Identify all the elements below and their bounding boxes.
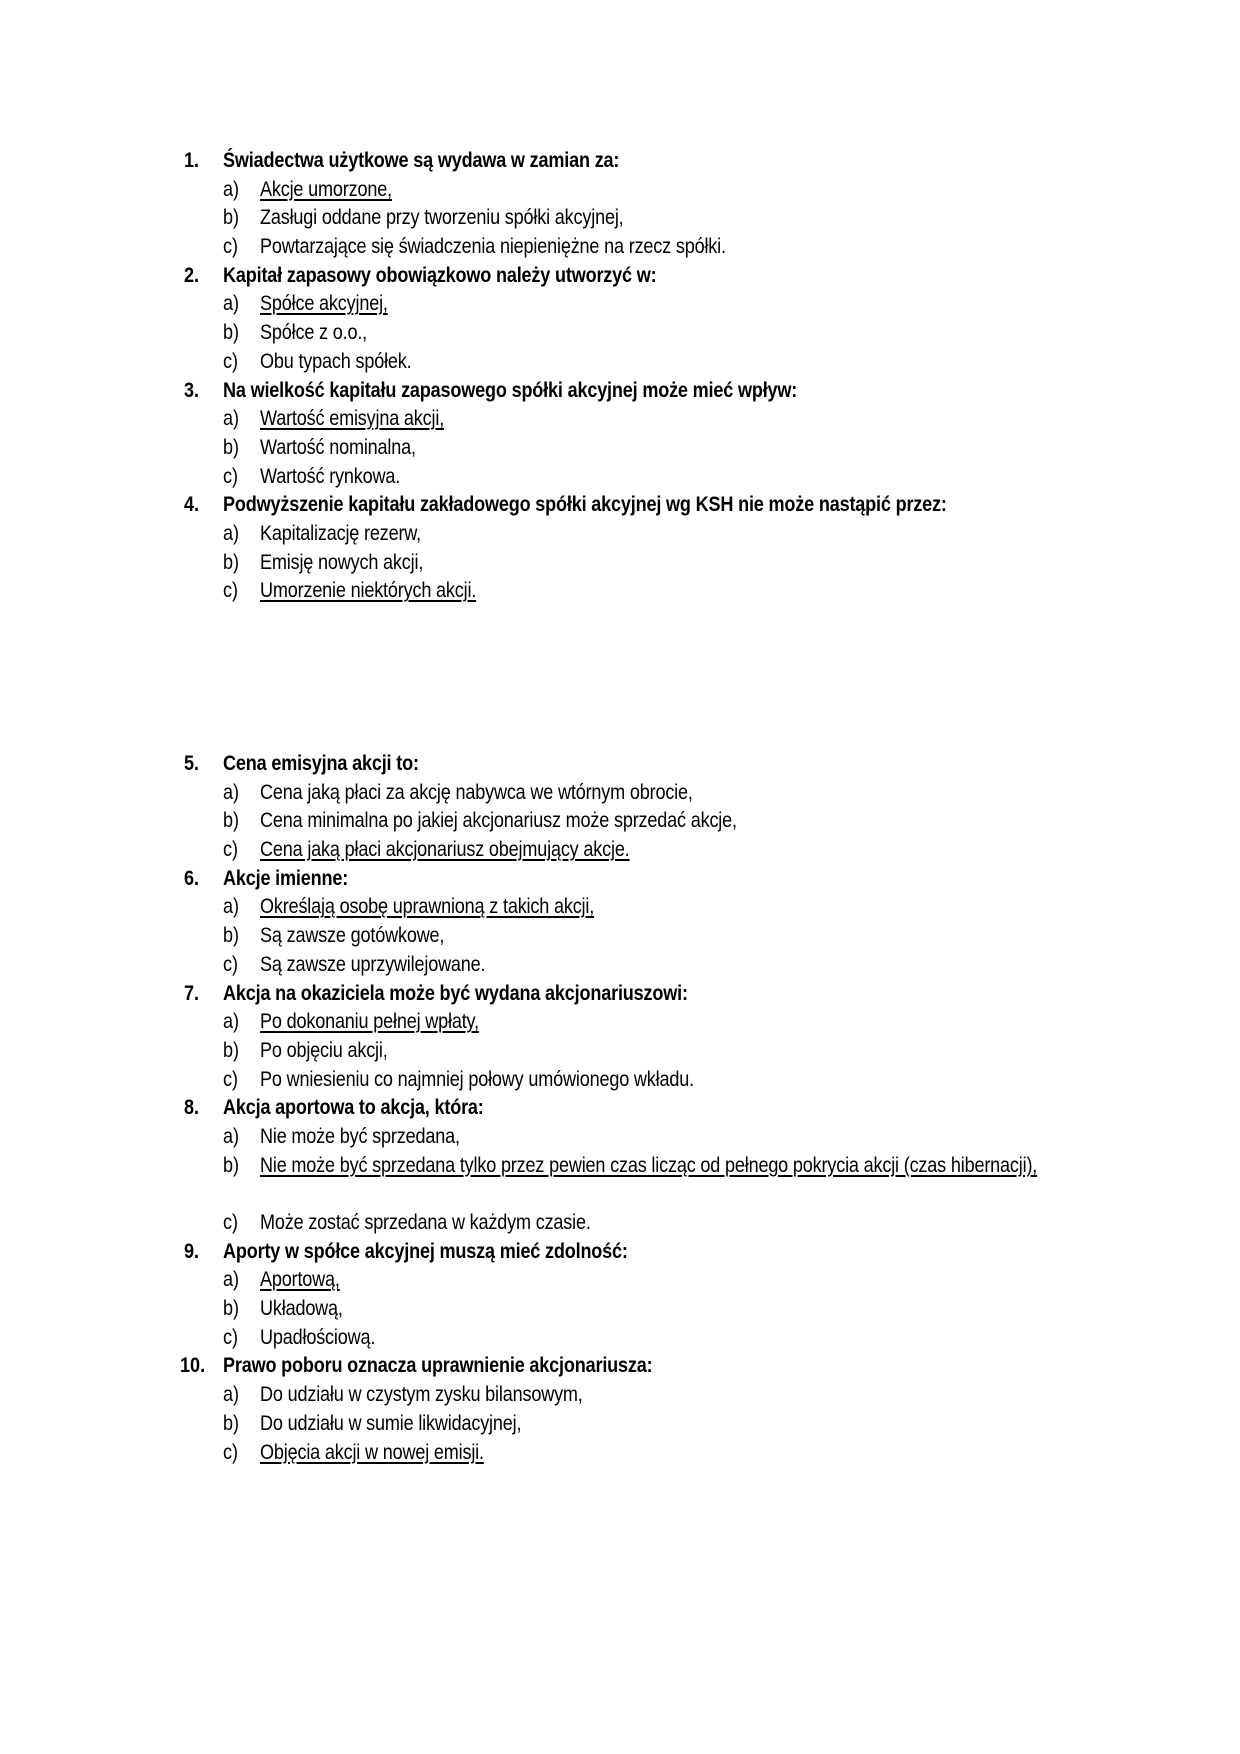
option-text: Obu typach spółek.	[260, 349, 412, 373]
answer-option	[0, 1324, 1240, 1353]
option-text: Wartość nominalna,	[260, 435, 416, 459]
option-label: a)	[223, 1383, 240, 1407]
question-number: 7.	[184, 981, 200, 1005]
answer-option	[0, 922, 1240, 951]
question-text: Akcja na okaziciela może być wydana akcjonariuszowi:	[223, 981, 688, 1005]
option-text: Kapitalizację rezerw,	[260, 521, 422, 545]
answer-option	[0, 319, 1240, 348]
option-label: c)	[223, 838, 239, 862]
question-block-1	[0, 147, 1240, 606]
option-label: c)	[223, 1211, 239, 1235]
option-label: a)	[223, 895, 240, 919]
answer-option	[0, 1209, 1240, 1238]
question-number: 5.	[184, 752, 200, 775]
option-label: b)	[223, 809, 240, 833]
option-label: a)	[223, 521, 240, 545]
question-2	[0, 262, 1240, 291]
question-3	[0, 377, 1240, 406]
question-9	[0, 1238, 1240, 1267]
option-text: Powtarzające się świadczenia niepieniężne na rzecz spółki.	[260, 235, 726, 259]
question-8	[0, 1094, 1240, 1123]
option-text-correct: Wartość emisyjna akcji,	[260, 407, 445, 431]
option-text: Wartość rynkowa.	[260, 464, 401, 488]
answer-option	[0, 836, 1240, 865]
option-text-correct: Cena jaką płaci akcjonariusz obejmujący akcje.	[260, 838, 630, 862]
option-label: a)	[223, 1010, 240, 1034]
question-7	[0, 980, 1240, 1009]
option-text: Zasługi oddane przy tworzeniu spółki akcyjnej,	[260, 206, 624, 230]
answer-option	[0, 893, 1240, 922]
option-text-correct: Akcje umorzone,	[260, 177, 392, 201]
answer-option	[0, 1123, 1240, 1152]
question-text: Świadectwa użytkowe są wydawa w zamian za:	[223, 149, 620, 172]
answer-option	[0, 1439, 1240, 1468]
question-6	[0, 865, 1240, 894]
option-label: c)	[223, 952, 239, 976]
option-text: Nie może być sprzedana,	[260, 1124, 460, 1148]
option-label: b)	[223, 435, 240, 459]
answer-option	[0, 233, 1240, 262]
answer-option	[0, 463, 1240, 492]
question-number: 6.	[184, 866, 200, 890]
answer-option	[0, 1266, 1240, 1295]
answer-option	[0, 434, 1240, 463]
answer-option	[0, 348, 1240, 377]
option-text: Po objęciu akcji,	[260, 1038, 388, 1062]
answer-option	[0, 549, 1240, 578]
option-label: c)	[223, 235, 239, 259]
option-text-correct: Nie może być sprzedana tylko przez pewien czas licząc od pełnego pokrycia akcji (czas hibernacji),	[260, 1153, 1038, 1177]
answer-option	[0, 520, 1240, 549]
answer-option	[0, 1066, 1240, 1095]
answer-option	[0, 807, 1240, 836]
option-label: c)	[223, 1440, 239, 1464]
option-text: Są zawsze uprzywilejowane.	[260, 952, 486, 976]
question-text: Prawo poboru oznacza uprawnienie akcjonariusza:	[223, 1354, 653, 1378]
option-text-correct: Spółce akcyjnej,	[260, 292, 388, 316]
option-text: Może zostać sprzedana w każdym czasie.	[260, 1211, 591, 1235]
answer-option	[0, 176, 1240, 205]
question-number: 3.	[184, 378, 200, 402]
option-text: Emisję nowych akcji,	[260, 550, 424, 574]
question-number: 2.	[184, 263, 200, 287]
answer-option	[0, 577, 1240, 606]
question-number: 9.	[184, 1239, 200, 1263]
option-label: c)	[223, 349, 239, 373]
option-label: b)	[223, 550, 240, 574]
question-number: 10.	[180, 1354, 206, 1378]
answer-option	[0, 290, 1240, 319]
question-text: Akcja aportowa to akcja, która:	[223, 1096, 484, 1120]
option-label: a)	[223, 292, 240, 316]
answer-option	[0, 1381, 1240, 1410]
option-text: Do udziału w sumie likwidacyjnej,	[260, 1411, 522, 1435]
option-text-correct: Umorzenie niektórych akcji.	[260, 579, 477, 603]
option-label: c)	[223, 1325, 239, 1349]
option-text: Spółce z o.o.,	[260, 321, 368, 345]
option-text: Cena jaką płaci za akcję nabywca we wtórnym obrocie,	[260, 780, 693, 804]
option-label: b)	[223, 1297, 240, 1321]
option-text: Upadłościową.	[260, 1325, 376, 1349]
question-number: 8.	[184, 1096, 200, 1120]
answer-option	[0, 405, 1240, 434]
option-text-correct: Aportową,	[260, 1268, 340, 1292]
option-text-correct: Objęcia akcji w nowej emisji.	[260, 1440, 484, 1464]
answer-option	[0, 204, 1240, 233]
question-text: Cena emisyjna akcji to:	[223, 752, 419, 775]
option-text: Do udziału w czystym zysku bilansowym,	[260, 1383, 583, 1407]
question-4	[0, 491, 1240, 520]
option-text-correct: Określają osobę uprawnioną z takich akcji,	[260, 895, 595, 919]
question-text: Aporty w spółce akcyjnej muszą mieć zdolność:	[223, 1239, 628, 1263]
option-label: b)	[223, 1411, 240, 1435]
option-label: c)	[223, 579, 239, 603]
option-text: Układową,	[260, 1297, 343, 1321]
question-5	[0, 750, 1240, 779]
option-text-correct: Po dokonaniu pełnej wpłaty,	[260, 1010, 479, 1034]
option-label: b)	[223, 1153, 240, 1177]
question-text: Na wielkość kapitału zapasowego spółki akcyjnej może mieć wpływ:	[223, 378, 798, 402]
answer-option	[0, 1295, 1240, 1324]
option-label: c)	[223, 464, 239, 488]
answer-option	[0, 1152, 1240, 1209]
question-10	[0, 1352, 1240, 1381]
answer-option	[0, 951, 1240, 980]
answer-option	[0, 1037, 1240, 1066]
option-label: a)	[223, 1124, 240, 1148]
option-label: b)	[223, 206, 240, 230]
option-text: Są zawsze gotówkowe,	[260, 924, 445, 948]
question-text: Kapitał zapasowy obowiązkowo należy utworzyć w:	[223, 263, 657, 287]
option-label: a)	[223, 177, 240, 201]
answer-option	[0, 1008, 1240, 1037]
option-text: Cena minimalna po jakiej akcjonariusz może sprzedać akcje,	[260, 809, 737, 833]
option-label: a)	[223, 407, 240, 431]
option-label: a)	[223, 1268, 240, 1292]
question-text: Akcje imienne:	[223, 866, 349, 890]
option-text: Po wniesieniu co najmniej połowy umówionego wkładu.	[260, 1067, 694, 1091]
option-label: c)	[223, 1067, 239, 1091]
question-1	[0, 147, 1240, 176]
question-number: 1.	[184, 149, 200, 172]
answer-option	[0, 779, 1240, 808]
answer-option	[0, 1410, 1240, 1439]
question-block-2	[0, 750, 1240, 1467]
question-text: Podwyższenie kapitału zakładowego spółki akcyjnej wg KSH nie może nastąpić przez:	[223, 493, 947, 517]
question-number: 4.	[184, 493, 200, 517]
option-label: b)	[223, 321, 240, 345]
option-label: a)	[223, 780, 240, 804]
option-label: b)	[223, 1038, 240, 1062]
option-label: b)	[223, 924, 240, 948]
